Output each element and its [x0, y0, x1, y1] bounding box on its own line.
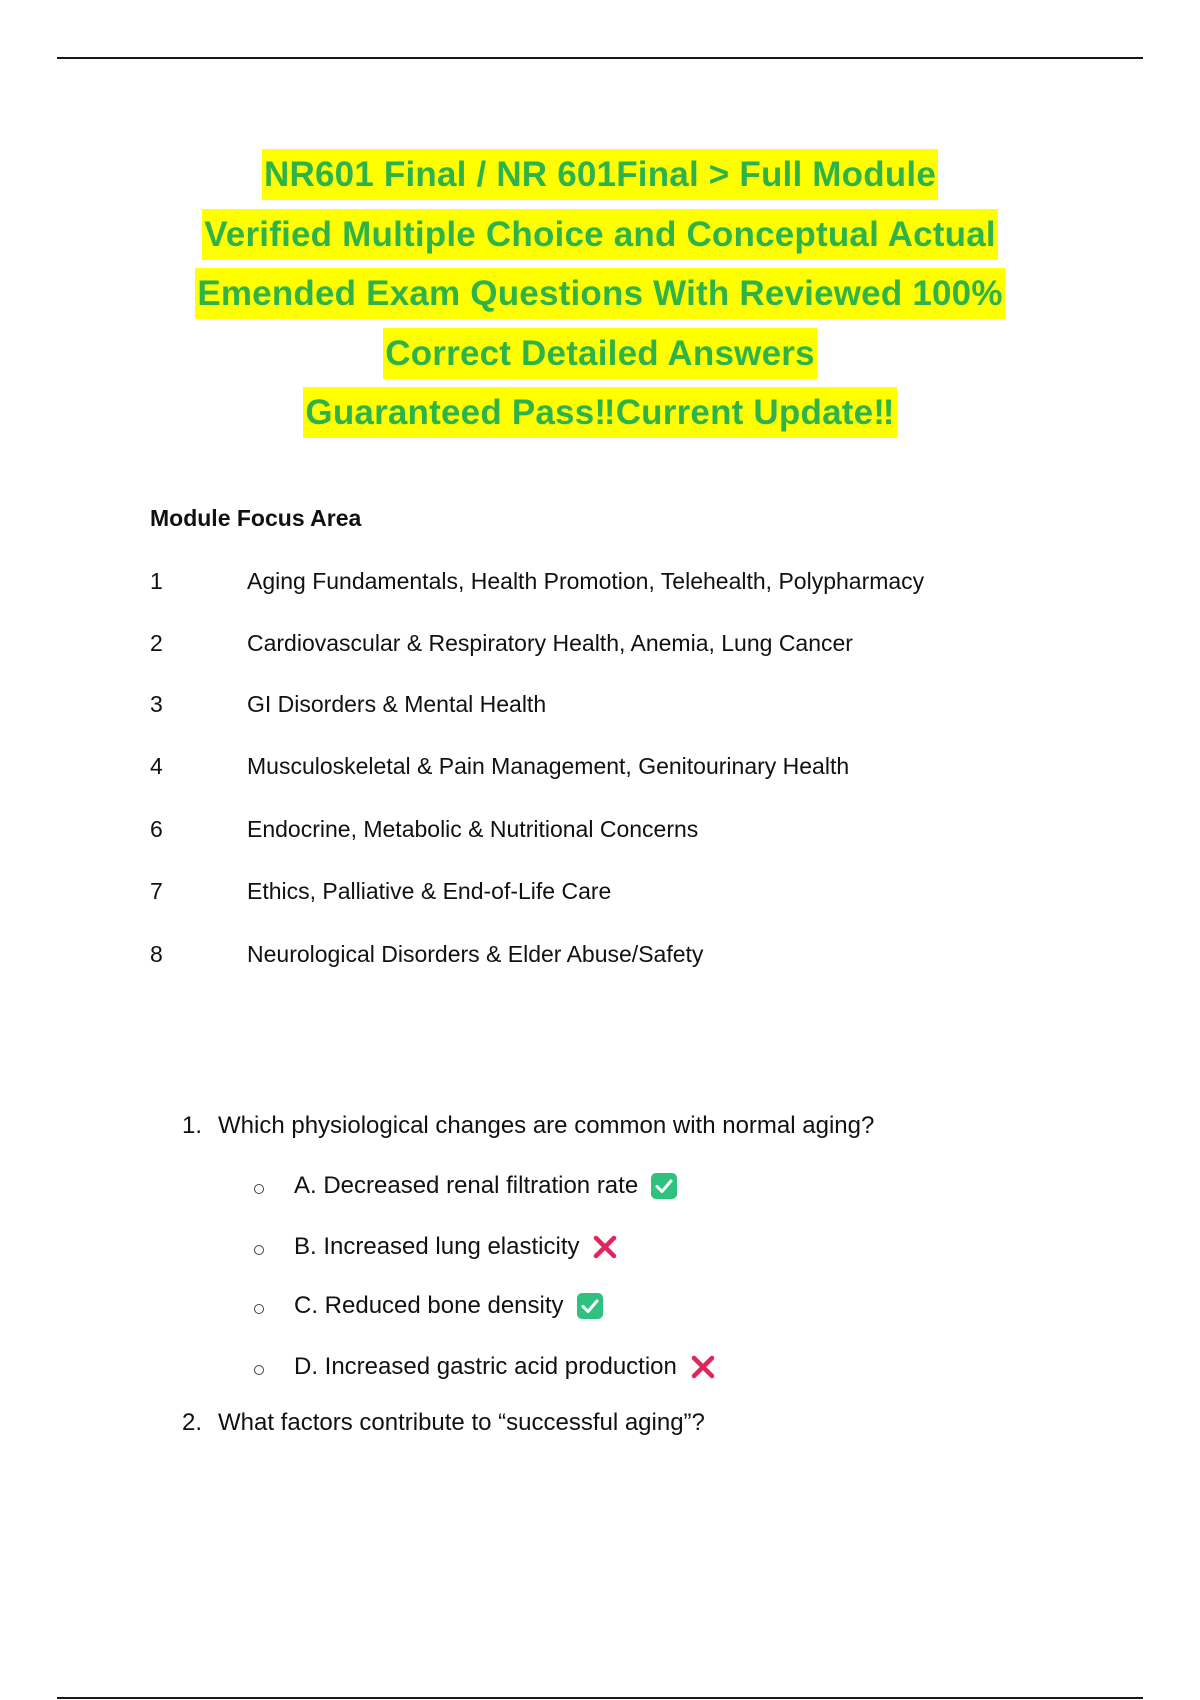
- module-area: Ethics, Palliative & End-of-Life Care: [247, 878, 612, 904]
- top-rule: [57, 57, 1143, 59]
- circle-bullet-icon: [254, 1304, 264, 1314]
- bottom-rule: [57, 1697, 1143, 1699]
- module-focus-heading: Module Focus Area: [150, 505, 362, 531]
- title-line-1: NR601 Final / NR 601Final > Full Module: [0, 145, 1200, 205]
- question-number: 2.: [182, 1409, 203, 1436]
- option-text: D. Increased gastric acid production: [294, 1353, 677, 1380]
- title-line-2: Verified Multiple Choice and Conceptual Actual: [0, 205, 1200, 265]
- cross-icon: [689, 1353, 717, 1381]
- module-number: 7: [150, 878, 163, 904]
- module-area: Neurological Disorders & Elder Abuse/Safety: [247, 941, 704, 967]
- module-area: GI Disorders & Mental Health: [247, 691, 547, 717]
- module-area: Endocrine, Metabolic & Nutritional Concerns: [247, 816, 699, 842]
- module-area: Aging Fundamentals, Health Promotion, Telehealth, Polypharmacy: [247, 568, 925, 594]
- module-row-2: [150, 630, 853, 657]
- module-row-4: [150, 753, 849, 780]
- module-number: 3: [150, 691, 163, 717]
- module-number: 2: [150, 630, 163, 656]
- question-text: What factors contribute to “successful aging”?: [218, 1409, 705, 1436]
- check-icon: [650, 1172, 678, 1200]
- circle-bullet-icon: [254, 1365, 264, 1375]
- module-row-1: [150, 568, 924, 595]
- module-number: 8: [150, 941, 163, 967]
- module-row-6: [150, 878, 611, 905]
- question-2: [182, 1409, 705, 1437]
- circle-bullet-icon: [254, 1184, 264, 1194]
- option-text: C. Reduced bone density: [294, 1292, 564, 1319]
- document-title: [0, 145, 1200, 443]
- option-b: [254, 1233, 619, 1261]
- module-number: 4: [150, 753, 163, 779]
- title-line-5: Guaranteed Pass‼Current Update‼: [0, 383, 1200, 443]
- module-row-5: [150, 816, 698, 843]
- module-number: 1: [150, 568, 163, 594]
- module-row-3: [150, 691, 546, 718]
- option-text: B. Increased lung elasticity: [294, 1233, 580, 1260]
- question-1: [182, 1112, 874, 1140]
- question-text: Which physiological changes are common with normal aging?: [218, 1112, 875, 1139]
- option-a: [254, 1172, 678, 1200]
- title-line-3: Emended Exam Questions With Reviewed 100%: [0, 264, 1200, 324]
- module-area: Cardiovascular & Respiratory Health, Anemia, Lung Cancer: [247, 630, 853, 656]
- cross-icon: [591, 1233, 619, 1261]
- option-d: [254, 1353, 717, 1381]
- check-icon: [576, 1292, 604, 1320]
- module-row-7: [150, 941, 703, 968]
- circle-bullet-icon: [254, 1245, 264, 1255]
- option-text: A. Decreased renal filtration rate: [294, 1172, 639, 1199]
- title-line-4: Correct Detailed Answers: [0, 324, 1200, 384]
- option-c: [254, 1292, 604, 1320]
- module-number: 6: [150, 816, 163, 842]
- module-area: Musculoskeletal & Pain Management, Genitourinary Health: [247, 753, 850, 779]
- question-number: 1.: [182, 1112, 203, 1139]
